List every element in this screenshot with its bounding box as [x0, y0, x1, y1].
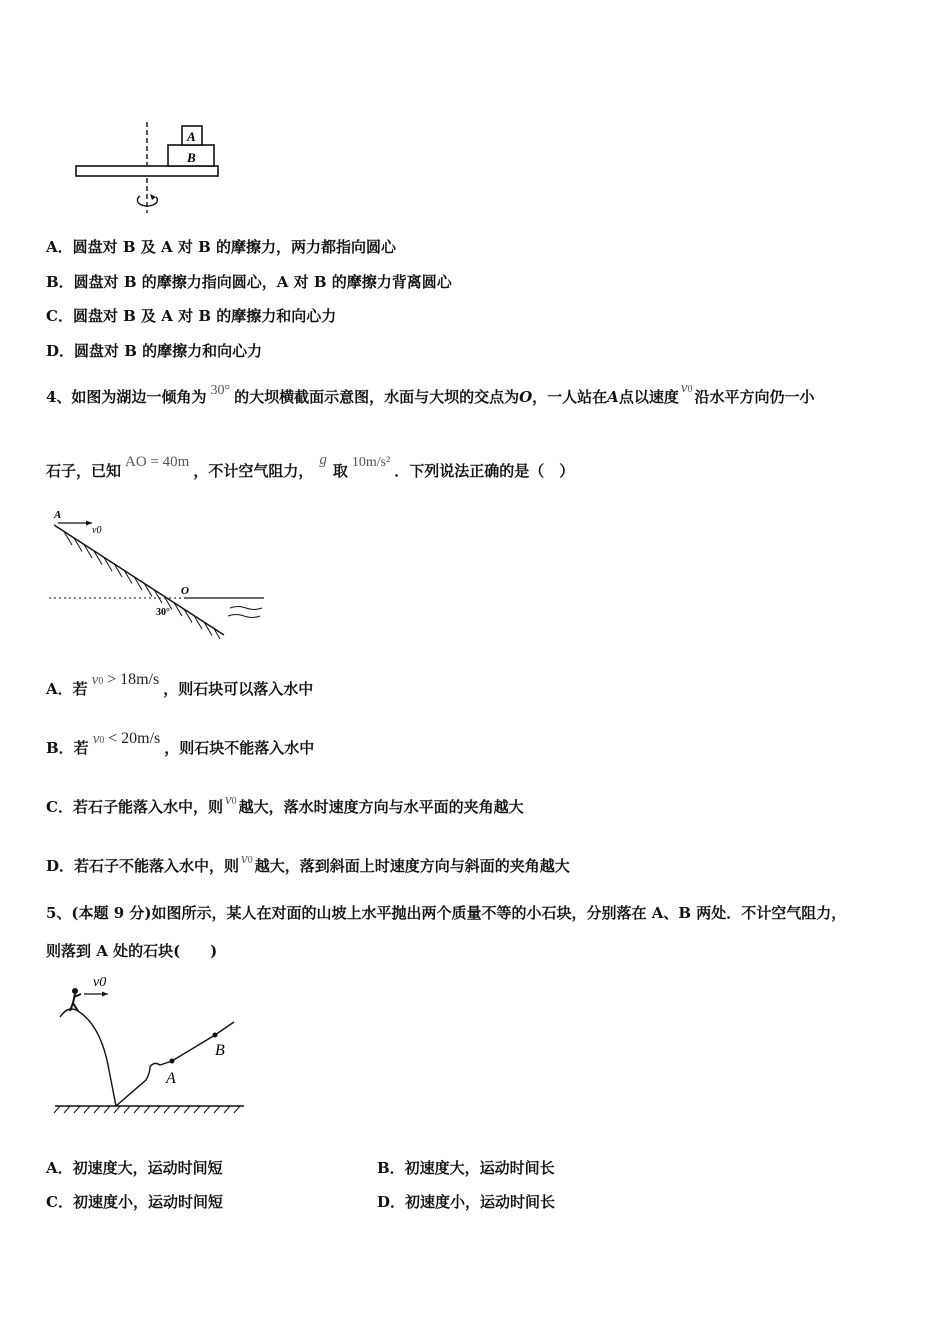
q3-option-a: A．圆盘对 B 及 A 对 B 的摩擦力，两力都指向圆心 [46, 238, 396, 256]
q4-g: g [319, 452, 327, 468]
q4-point-a: A [607, 388, 619, 406]
q4-g-value: 10m/s² [351, 455, 391, 470]
dam-label-v0: v0 [92, 525, 102, 536]
dam-label-o: O [181, 585, 189, 597]
q3-option-c: C．圆盘对 B 及 A 对 B 的摩擦力和向心力 [46, 307, 337, 325]
q5-stem-line1: 5、(本题 9 分)如图所示，某人在对面的山坡上水平抛出两个质量不等的小石块，分别落在 A、B 两处．不计空气阻力， [46, 904, 847, 922]
dam-hatching [64, 532, 220, 640]
hill-label-a: A [166, 1070, 176, 1087]
block-a-label: A [187, 129, 196, 144]
ground-hatching [54, 1106, 240, 1113]
turntable-disk [76, 166, 218, 176]
q4-angle: 30° [210, 383, 231, 398]
q5-option-b: B．初速度大，运动时间长 [377, 1159, 555, 1177]
q5-option-d: D．初速度小，运动时间长 [377, 1193, 556, 1211]
throw-v0-arrowhead-icon [102, 992, 108, 997]
q4-v0: v0 [680, 380, 693, 396]
dam-label-a: A [54, 509, 62, 521]
block-b-label: B [187, 150, 196, 165]
turntable-figure [70, 118, 230, 218]
rotation-arrowhead-icon [150, 194, 156, 200]
q4-point-o: O [519, 388, 533, 406]
q4-option-d: D．若石子不能落入水中，则 v0 越大，落到斜面上时速度方向与斜面的夹角越大 [46, 851, 570, 875]
water-wave-2 [228, 615, 260, 618]
q3-option-b: B．圆盘对 B 的摩擦力指向圆心，A 对 B 的摩擦力背离圆心 [46, 273, 452, 291]
dam-figure [44, 505, 269, 645]
hill-label-b: B [215, 1042, 225, 1059]
q4-option-a: A．若 v0 > 18m/s，则石块可以落入水中 [46, 671, 314, 698]
q5-option-c: C．初速度小，运动时间短 [46, 1193, 223, 1211]
landing-point-b [213, 1033, 218, 1038]
hill-label-v0: v0 [93, 975, 107, 990]
q5-option-a: A．初速度大，运动时间短 [46, 1159, 223, 1177]
q3-option-d: D．圆盘对 B 的摩擦力和向心力 [46, 342, 263, 360]
dam-slope [54, 525, 224, 635]
thrower-person-icon [70, 988, 81, 1011]
left-hill [60, 1009, 116, 1106]
dam-label-angle: 30° [156, 607, 170, 618]
hill-throw-figure [50, 965, 250, 1125]
q4-option-c: C．若石子能落入水中，则 v0 越大，落水时速度方向与水平面的夹角越大 [46, 792, 524, 816]
water-wave-1 [230, 607, 262, 610]
q4-option-b: B．若 v0 < 20m/s，则石块不能落入水中 [46, 730, 315, 757]
landing-point-a [170, 1059, 175, 1064]
q5-stem-line2: 则落到 A 处的石块( ) [46, 942, 218, 960]
q4-stem-line2: 石子，已知 AO = 40m ，不计空气阻力，g取 10m/s² ．下列说法正确的是（ ） [46, 452, 575, 480]
q4-stem-line1: 4、如图为湖边一倾角为 30° 的大坝横截面示意图，水面与大坝的交点为O，一人站在A点以速度 v0 沿水平方向仍一小 [46, 380, 815, 406]
q4-ao: AO = 40m [125, 454, 190, 470]
